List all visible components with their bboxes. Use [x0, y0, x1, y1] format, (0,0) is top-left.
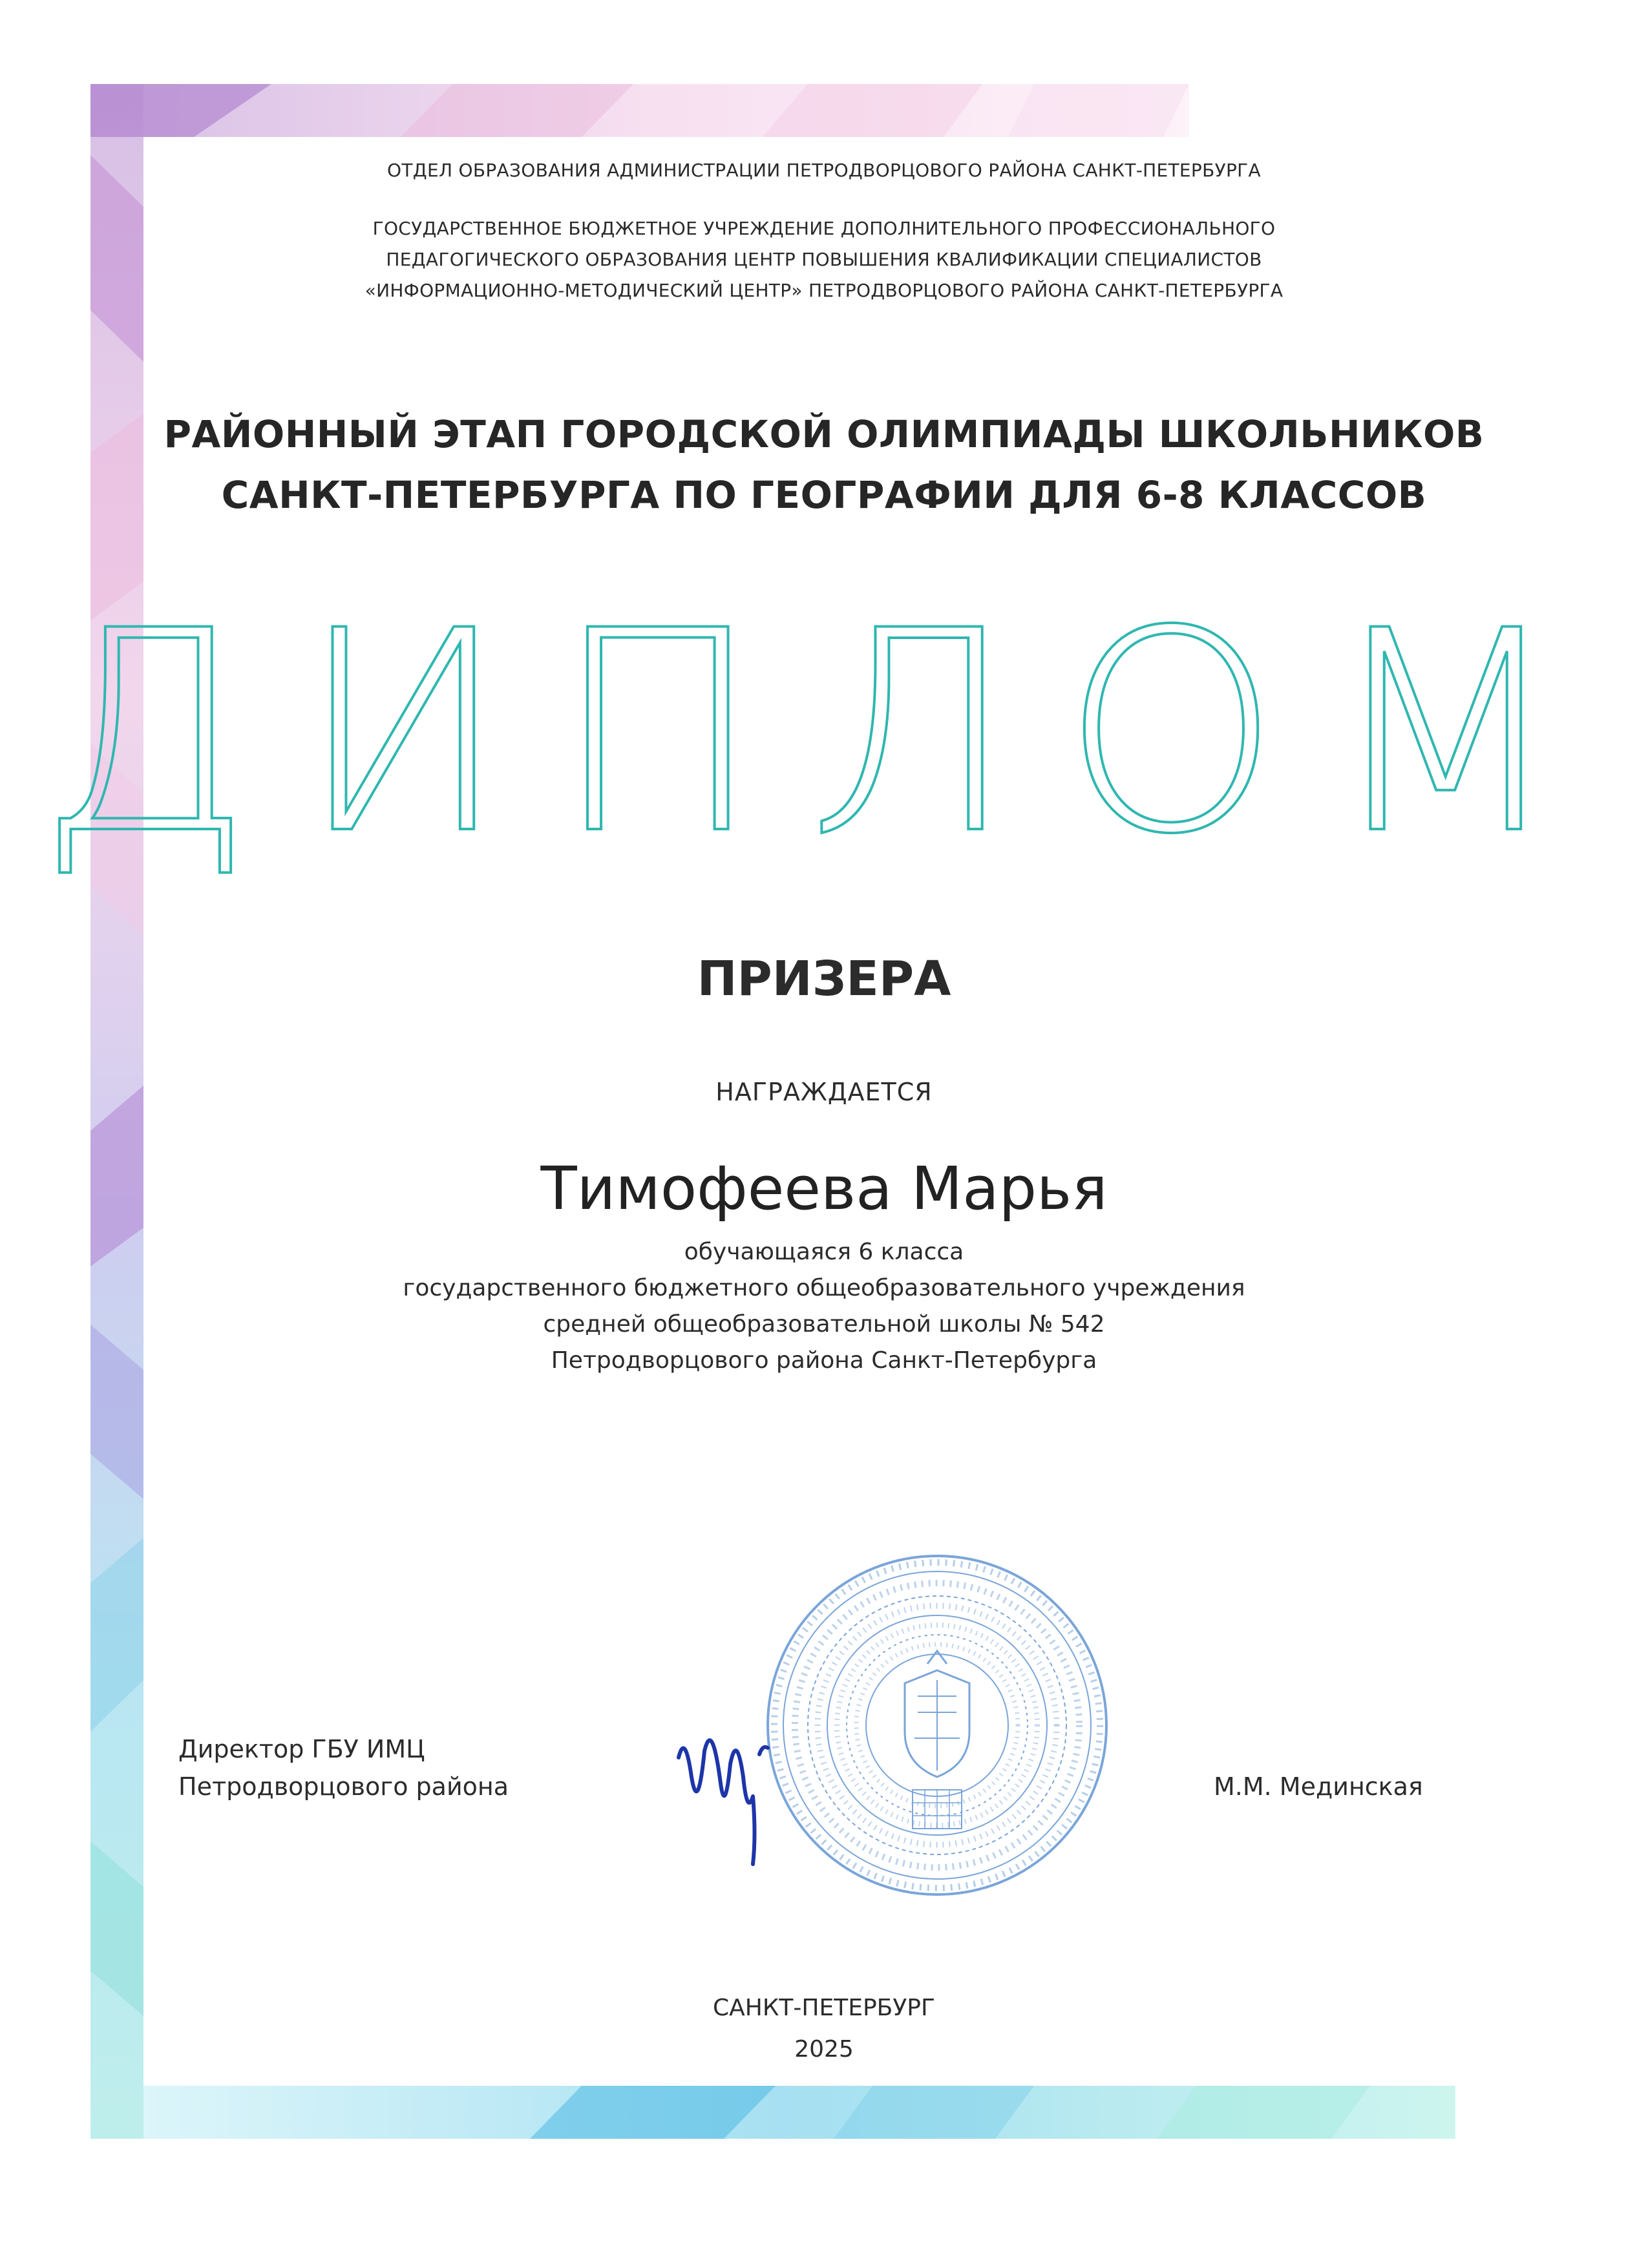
award-degree: ПРИЗЕРА: [697, 951, 951, 1007]
awarded-label: НАГРАЖДАЕТСЯ: [715, 1078, 933, 1106]
recipient-district: Петродворцового района Санкт-Петербурга: [551, 1347, 1097, 1374]
issue-year: 2025: [794, 2036, 854, 2063]
recipient-name: Тимофеева Марья: [540, 1154, 1108, 1223]
recipient-school: средней общеобразовательной школы № 542: [543, 1311, 1105, 1338]
issue-city: САНКТ-ПЕТЕРБУРГ: [713, 1995, 935, 2021]
diploma-title: ДИПЛОМ: [37, 572, 1611, 895]
signatory-title-line2: Петродворцового района: [178, 1772, 509, 1801]
olympiad-title-line1: РАЙОННЫЙ ЭТАП ГОРОДСКОЙ ОЛИМПИАДЫ ШКОЛЬНИКОВ: [164, 412, 1484, 456]
recipient-grade: обучающаяся 6 класса: [684, 1239, 964, 1265]
signatory-name: М.М. Мединская: [1214, 1772, 1423, 1801]
director-signature-icon: [666, 1693, 834, 1874]
recipient-school-type: государственного бюджетного общеобразовательного учреждения: [403, 1275, 1245, 1301]
issuing-institution-line1: ГОСУДАРСТВЕННОЕ БЮДЖЕТНОЕ УЧРЕЖДЕНИЕ ДОПОЛНИТЕЛЬНОГО ПРОФЕССИОНАЛЬНОГО: [372, 218, 1276, 239]
olympiad-title-line2: САНКТ-ПЕТЕРБУРГА ПО ГЕОГРАФИИ ДЛЯ 6-8 КЛАССОВ: [221, 473, 1427, 517]
issuing-department: ОТДЕЛ ОБРАЗОВАНИЯ АДМИНИСТРАЦИИ ПЕТРОДВОРЦОВОГО РАЙОНА САНКТ-ПЕТЕРБУРГА: [387, 160, 1261, 181]
signatory-title-line1: Директор ГБУ ИМЦ: [178, 1735, 425, 1763]
issuing-institution-line3: «ИНФОРМАЦИОННО-МЕТОДИЧЕСКИЙ ЦЕНТР» ПЕТРОДВОРЦОВОГО РАЙОНА САНКТ-ПЕТЕРБУРГА: [364, 280, 1284, 301]
issuing-institution-line2: ПЕДАГОГИЧЕСКОГО ОБРАЗОВАНИЯ ЦЕНТР ПОВЫШЕНИЯ КВАЛИФИКАЦИИ СПЕЦИАЛИСТОВ: [386, 249, 1262, 270]
signatory-position: [178, 1730, 509, 1805]
